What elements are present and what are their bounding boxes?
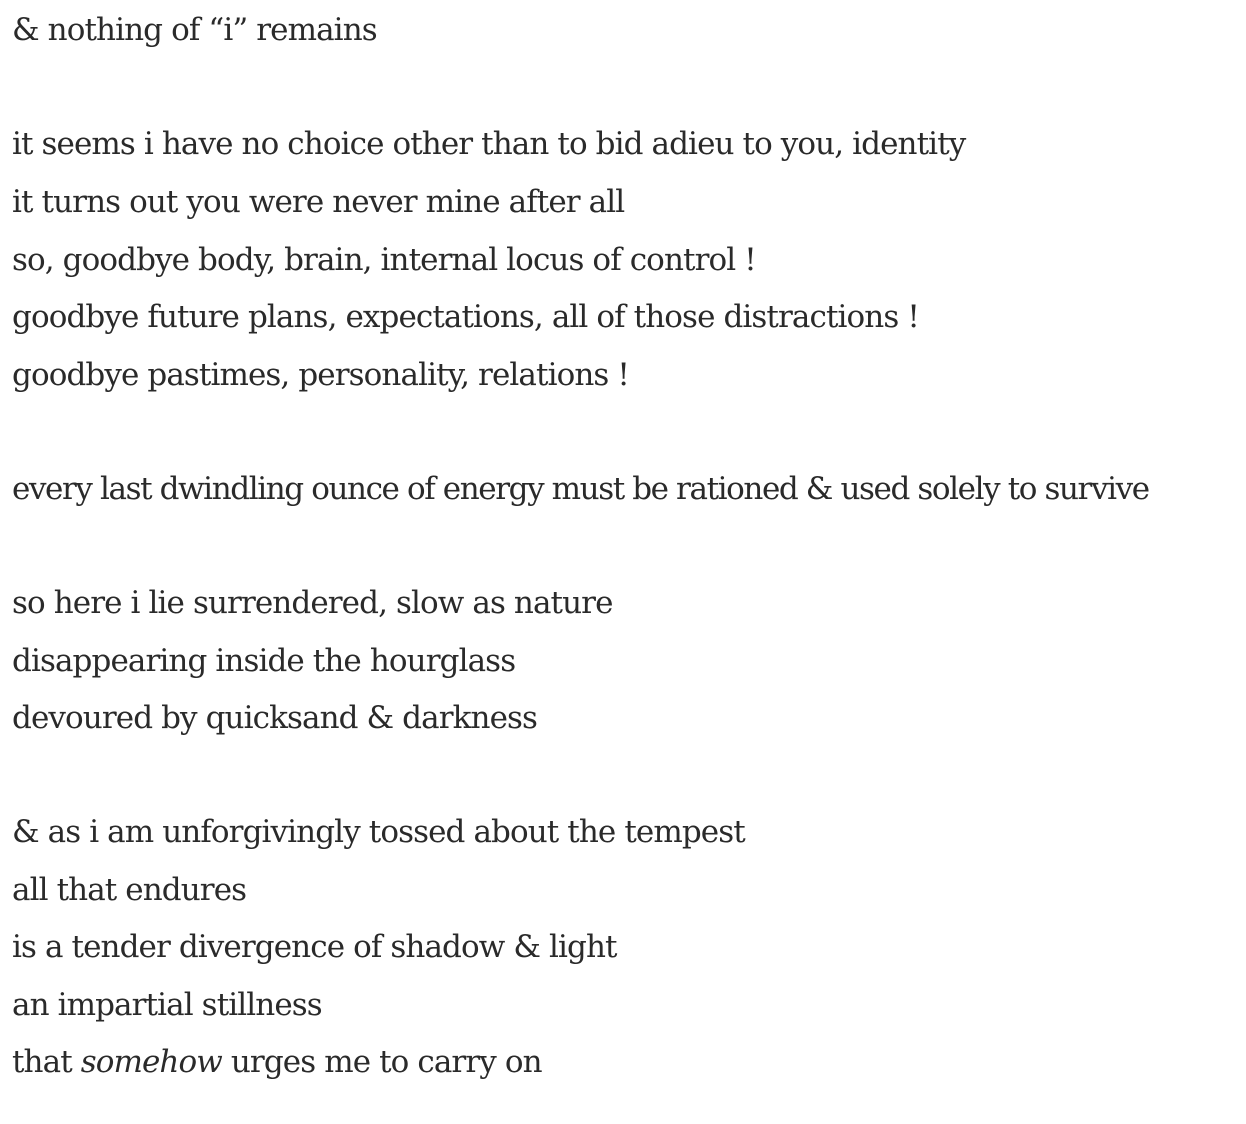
poem-line-2: it seems i have no choice other than to bid adieu to you, identity bbox=[12, 126, 966, 162]
poem-line-13: is a tender divergence of shadow & light bbox=[12, 929, 617, 965]
poem-line-14: an impartial stillness bbox=[12, 987, 322, 1023]
poem-line-3: it turns out you were never mine after all bbox=[12, 184, 625, 220]
poem-line-1: & nothing of “i” remains bbox=[12, 12, 377, 48]
poem-line-11: & as i am unforgivingly tossed about the tempest bbox=[12, 814, 745, 850]
poem-line-12: all that endures bbox=[12, 872, 247, 908]
poem-line-15 bbox=[12, 1042, 542, 1082]
poem-line-9: disappearing inside the hourglass bbox=[12, 643, 516, 679]
poem-line-6: goodbye pastimes, personality, relations ! bbox=[12, 357, 629, 393]
poem-line-7: every last dwindling ounce of energy must be rationed & used solely to survive bbox=[12, 471, 1149, 507]
poem-line-10: devoured by quicksand & darkness bbox=[12, 700, 538, 736]
poem-line-4: so, goodbye body, brain, internal locus of control ! bbox=[12, 242, 756, 278]
poem-line-15-start: that bbox=[12, 1044, 81, 1080]
poem-line-5: goodbye future plans, expectations, all of those distractions ! bbox=[12, 299, 919, 335]
emphasized-word: somehow bbox=[80, 1044, 222, 1080]
poem-line-8: so here i lie surrendered, slow as nature bbox=[12, 585, 613, 621]
poem-line-15-end: urges me to carry on bbox=[221, 1044, 542, 1080]
